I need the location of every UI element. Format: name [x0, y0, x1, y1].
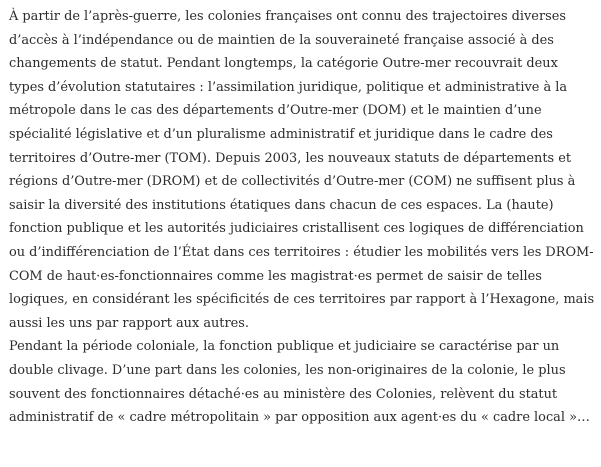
text-line: types d’évolution statutaires : l’assimilation juridique, politique et administrative à la	[9, 79, 568, 95]
document-body	[9, 5, 597, 430]
text-line: Pendant la période coloniale, la fonction publique et judiciaire se caractérise par un	[9, 339, 560, 355]
text-line: saisir la diversité des institutions étatiques dans chacun de ces espaces. La (haute)	[9, 197, 554, 213]
text-line: logiques, en considérant les spécificités de ces territoires par rapport à l’Hexagone, mais	[9, 292, 595, 308]
text-line: aussi les uns par rapport aux autres.	[9, 315, 249, 331]
text-line: métropole dans le cas des départements d’Outre-mer (DOM) et le maintien d’une	[9, 103, 542, 119]
text-line: COM de haut·es-fonctionnaires comme les magistrat·es permet de saisir de telles	[9, 268, 542, 284]
text-line: régions d’Outre-mer (DROM) et de collectivités d’Outre-mer (COM) ne suffisent plus à	[9, 174, 576, 190]
text-line: double clivage. D’une part dans les colonies, les non-originaires de la colonie, le plus	[9, 362, 566, 378]
text-line: changements de statut. Pendant longtemps, la catégorie Outre-mer recouvrait deux	[9, 56, 558, 72]
text-line: ou d’indifférenciation de l’État dans ces territoires : étudier les mobilités vers les DROM-	[9, 244, 594, 260]
text-line: d’accès à l’indépendance ou de maintien de la souveraineté française associé à des	[9, 32, 554, 48]
text-line: administratif de « cadre métropolitain » par opposition aux agent·es du « cadre local »…	[9, 410, 590, 426]
text-line: spécialité législative et d’un pluralisme administratif et juridique dans le cadre des	[9, 126, 553, 142]
text-line: territoires d’Outre-mer (TOM). Depuis 2003, les nouveaux statuts de départements et	[9, 150, 572, 166]
text-line: souvent des fonctionnaires détaché·es au ministère des Colonies, relèvent du statut	[9, 386, 558, 402]
text-line: fonction publique et les autorités judiciaires cristallisent ces logiques de différenciation	[9, 221, 584, 237]
text-line: À partir de l’après-guerre, les colonies françaises ont connu des trajectoires diverses	[9, 9, 566, 24]
paragraph-2	[9, 335, 597, 429]
paragraph-1	[9, 5, 597, 335]
